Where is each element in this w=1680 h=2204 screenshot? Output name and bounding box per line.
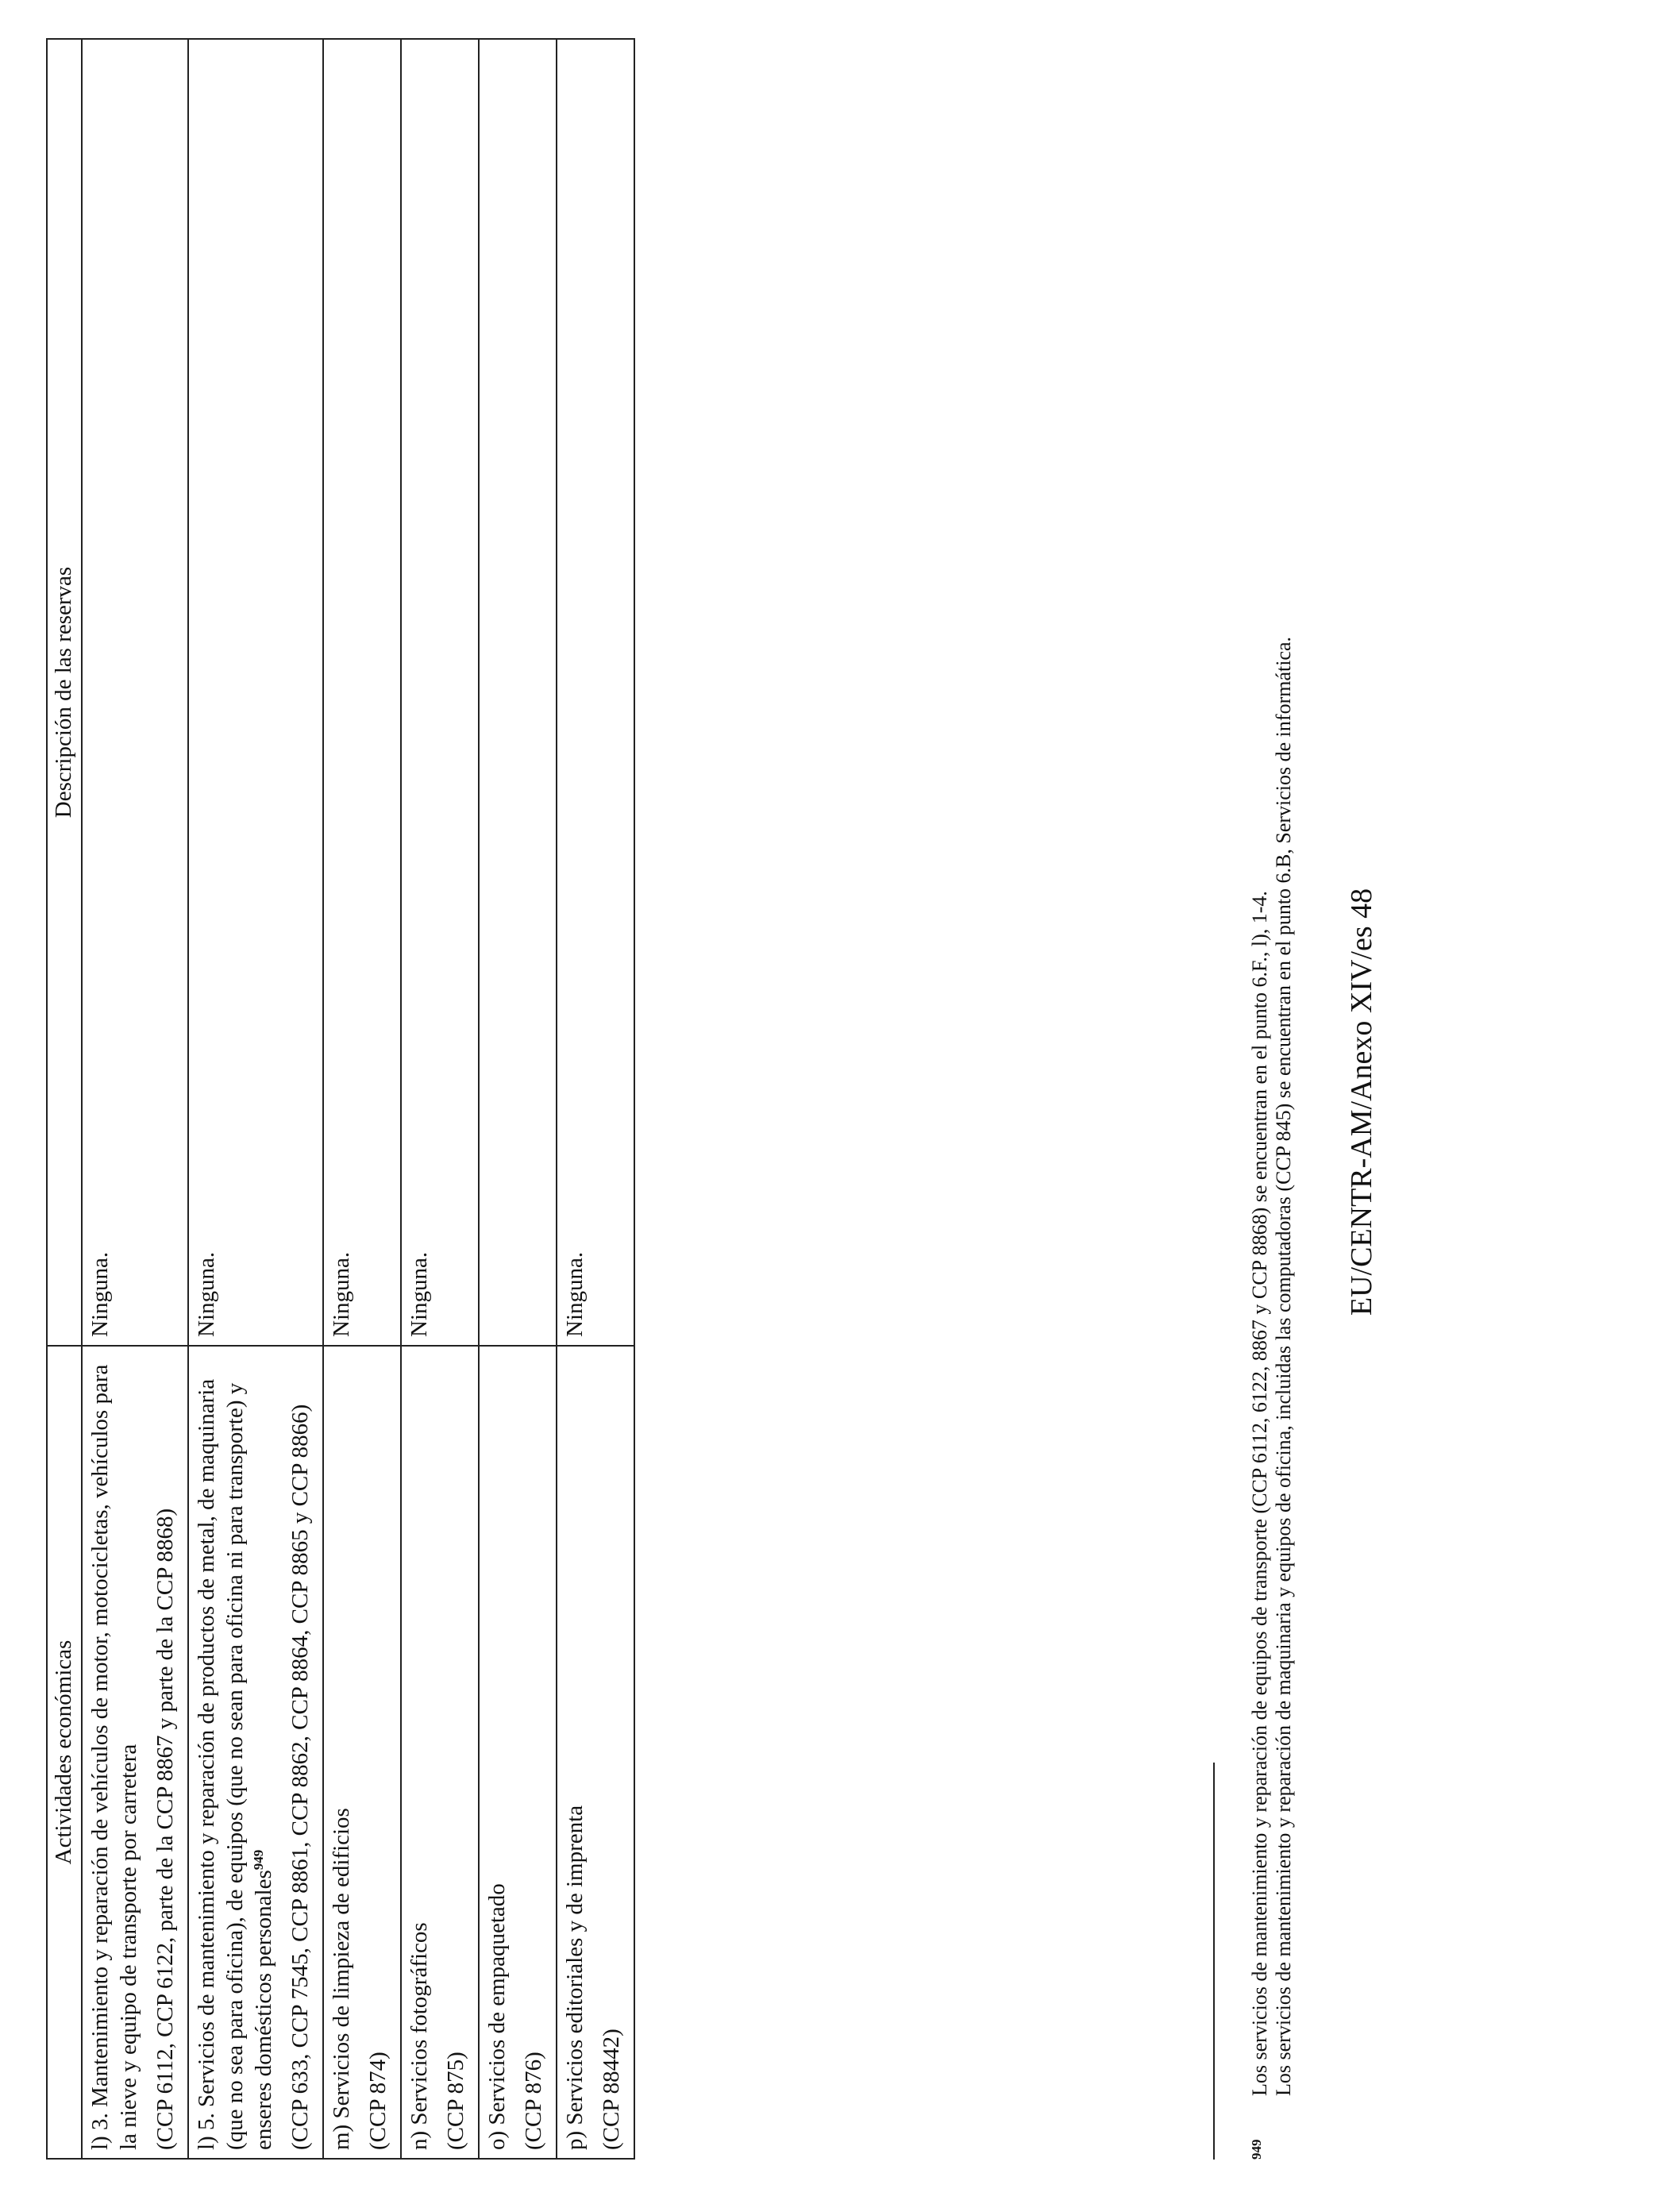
activity-cell [188,1346,323,2159]
footnote-text [1248,64,1296,2096]
activity-codes: (CCP 633, CCP 7545, CCP 8861, CCP 8862, CCP 8864, CCP 8865 y CCP 8866) [287,1404,313,2150]
description-cell: Ninguna. [323,39,401,1346]
activity-cell [82,1346,188,2159]
table-row [479,39,557,2159]
activity-cell [401,1346,479,2159]
table-row [188,39,323,2159]
footnote-ref: 949 [251,1849,266,1871]
description-cell [479,39,557,1346]
footnote-number: 949 [1249,2139,1264,2160]
table-row [401,39,479,2159]
activity-cell [557,1346,634,2159]
activity-codes: (CCP 876) [521,2052,546,2150]
footnote [1248,64,1296,2160]
activity-cell [479,1346,557,2159]
description-cell: Ninguna. [82,39,188,1346]
activity-codes: (CCP 88442) [599,2029,624,2150]
activity-codes: (CCP 874) [365,2052,391,2150]
activity-codes: (CCP 6112, CCP 6122, parte de la CCP 8867 y parte de la CCP 8868) [152,1508,178,2150]
activity-text: m) Servicios de limpieza de edificios [329,1808,354,2150]
activity-codes: (CCP 875) [443,2052,468,2150]
activity-text: n) Servicios fotográficos [407,1922,432,2150]
footnote-divider [1213,1763,1215,2160]
activity-text [192,1354,278,2150]
activity-text-body: l) 5. Servicios de mantenimiento y reparación de productos de metal, de maquinaria (que no sea para oficina), de equipos (que no sean para oficina ni para transporte) y enseres domésticos personales [194,1378,276,2150]
footnote-line: Los servicios de mantenimiento y reparación de equipos de transporte (CCP 6112, 6122, 8867 y CCP 8868) se encuentran en el punto 6.F., l), 1-4. [1248,891,1271,2096]
table-row [82,39,188,2159]
header-activities: Actividades económicas [47,1346,82,2159]
table-header-row [47,39,82,2159]
activity-text: o) Servicios de empaquetado [484,1883,510,2150]
description-cell: Ninguna. [557,39,634,1346]
table-row [323,39,401,2159]
description-cell: Ninguna. [401,39,479,1346]
header-description: Descripción de las reservas [47,39,82,1346]
footnote-line: Los servicios de mantenimiento y reparación de maquinaria y equipos de oficina, incluidas las computadoras (CCP 845) se encuentran en el punto 6.B, Servicios de informática. [1272,636,1295,2096]
activity-cell [323,1346,401,2159]
activity-text: p) Servicios editoriales y de imprenta [562,1805,588,2150]
activity-text: l) 3. Mantenimiento y reparación de vehículos de motor, motocicletas, vehículos para la nieve y equipo de transporte por carretera [87,1364,141,2150]
reservations-table [46,38,635,2160]
description-cell: Ninguna. [188,39,323,1346]
table-row [557,39,634,2159]
page-reference: EU/CENTR-AM/Anexo XIV/es 48 [1345,888,1378,1316]
